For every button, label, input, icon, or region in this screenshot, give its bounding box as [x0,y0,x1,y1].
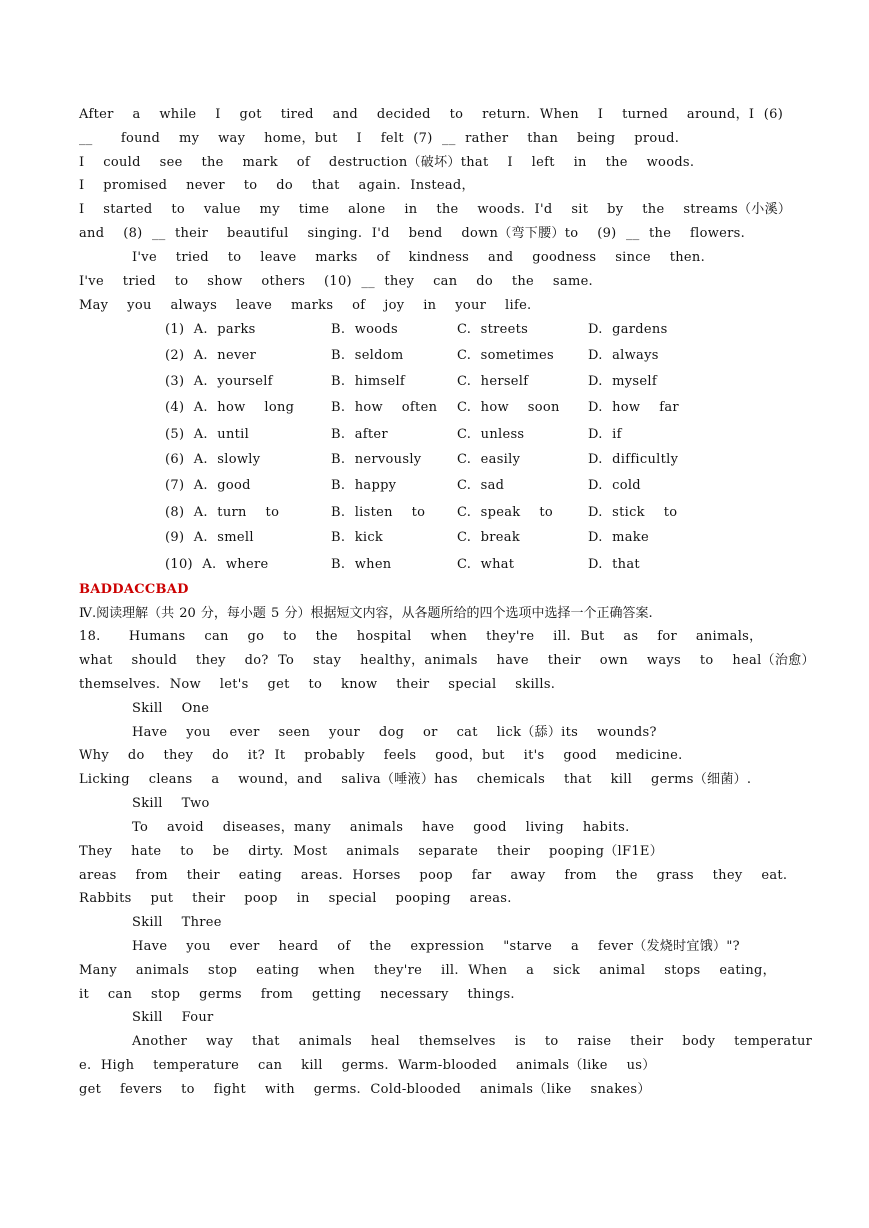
option-b: B. happy [331,478,397,493]
skill-heading: Skill Three [132,915,222,930]
option-c: C. easily [457,452,521,467]
passage-line: Rabbits put their poop in special pooping areas. [79,891,512,906]
option-b: B. nervously [331,452,422,467]
section-heading: Ⅳ.阅读理解（共 20 分，每小题 5 分）根据短文内容，从各题所给的四个选项中选择一个正确答案. [79,606,653,621]
option-a: (6) A. slowly [165,452,261,467]
passage-line: They hate to be dirty. Most animals separate their pooping（lF1E） [79,844,663,859]
option-a: (2) A. never [165,348,257,363]
option-c: C. streets [457,322,529,337]
passage-line: e. High temperature can kill germs. Warm-blooded animals（like us） [79,1058,656,1073]
option-b: B. kick [331,530,384,545]
passage-line: After a while I got tired and decided to return. When I turned around，I (6) [79,107,784,122]
option-a: (10) A. where [165,557,269,572]
answer-key: BADDACCBAD [79,582,189,597]
passage-line: Another way that animals heal themselves is to raise their body temperatur [132,1034,813,1049]
option-d: D. always [588,348,659,363]
passage-line: I started to value my time alone in the woods. I'd sit by the streams（小溪） [79,202,792,217]
option-b: B. how often [331,400,438,415]
option-b: B. listen to [331,505,426,520]
passage-line: To avoid diseases，many animals have good living habits. [132,820,630,835]
passage-line: themselves. Now let's get to know their special skills. [79,677,556,692]
passage-line: areas from their eating areas. Horses poop far away from the grass they eat. [79,868,788,883]
option-c: C. sad [457,478,505,493]
passage-line: get fevers to fight with germs. Cold-blooded animals（like snakes） [79,1082,651,1097]
passage-line: Have you ever heard of the expression "starve a fever（发烧时宜饿）"? [132,939,740,954]
passage-line: 18. Humans can go to the hospital when they're ill. But as for animals， [79,629,763,644]
option-d: D. difficultly [588,452,679,467]
option-c: C. what [457,557,515,572]
passage-line: I could see the mark of destruction（破坏）that I left in the woods. [79,155,695,170]
option-d: D. make [588,530,649,545]
skill-heading: Skill One [132,701,210,716]
option-c: C. unless [457,427,525,442]
passage-line: I've tried to leave marks of kindness and goodness since then. [132,250,706,265]
option-c: C. how soon [457,400,560,415]
option-c: C. speak to [457,505,553,520]
option-b: B. woods [331,322,398,337]
option-d: D. stick to [588,505,678,520]
option-d: D. myself [588,374,657,389]
passage-line: I promised never to do that again. Instead， [79,178,475,193]
passage-line: __ found my way home，but I felt (7) __ rather than being proud. [79,131,680,146]
skill-heading: Skill Four [132,1010,214,1025]
passage-line: May you always leave marks of joy in your life. [79,298,532,313]
option-d: D. that [588,557,640,572]
option-a: (7) A. good [165,478,251,493]
option-c: C. break [457,530,521,545]
option-b: B. seldom [331,348,404,363]
option-b: B. himself [331,374,406,389]
option-d: D. cold [588,478,641,493]
passage-line: Why do they do it? It probably feels good，but it's good medicine. [79,748,683,763]
passage-line: and (8) __ their beautiful singing. I'd bend down（弯下腰）to (9) __ the flowers. [79,226,746,241]
option-a: (8) A. turn to [165,505,280,520]
passage-line: Have you ever seen your dog or cat lick（舔）its wounds? [132,725,657,740]
option-b: B. after [331,427,388,442]
passage-line: Licking cleans a wound，and saliva（唾液）has chemicals that kill germs（细菌）. [79,772,752,787]
option-a: (1) A. parks [165,322,256,337]
option-a: (5) A. until [165,427,250,442]
passage-line: it can stop germs from getting necessary things. [79,987,515,1002]
passage-line: I've tried to show others (10) __ they can do the same. [79,274,593,289]
skill-heading: Skill Two [132,796,210,811]
option-d: D. how far [588,400,679,415]
option-d: D. gardens [588,322,668,337]
passage-line: Many animals stop eating when they're ill. When a sick animal stops eating， [79,963,776,978]
option-c: C. herself [457,374,529,389]
option-a: (9) A. smell [165,530,254,545]
option-b: B. when [331,557,392,572]
option-a: (3) A. yourself [165,374,273,389]
option-c: C. sometimes [457,348,554,363]
passage-line: what should they do? To stay healthy，animals have their own ways to heal（治愈） [79,653,815,668]
option-d: D. if [588,427,622,442]
option-a: (4) A. how long [165,400,295,415]
